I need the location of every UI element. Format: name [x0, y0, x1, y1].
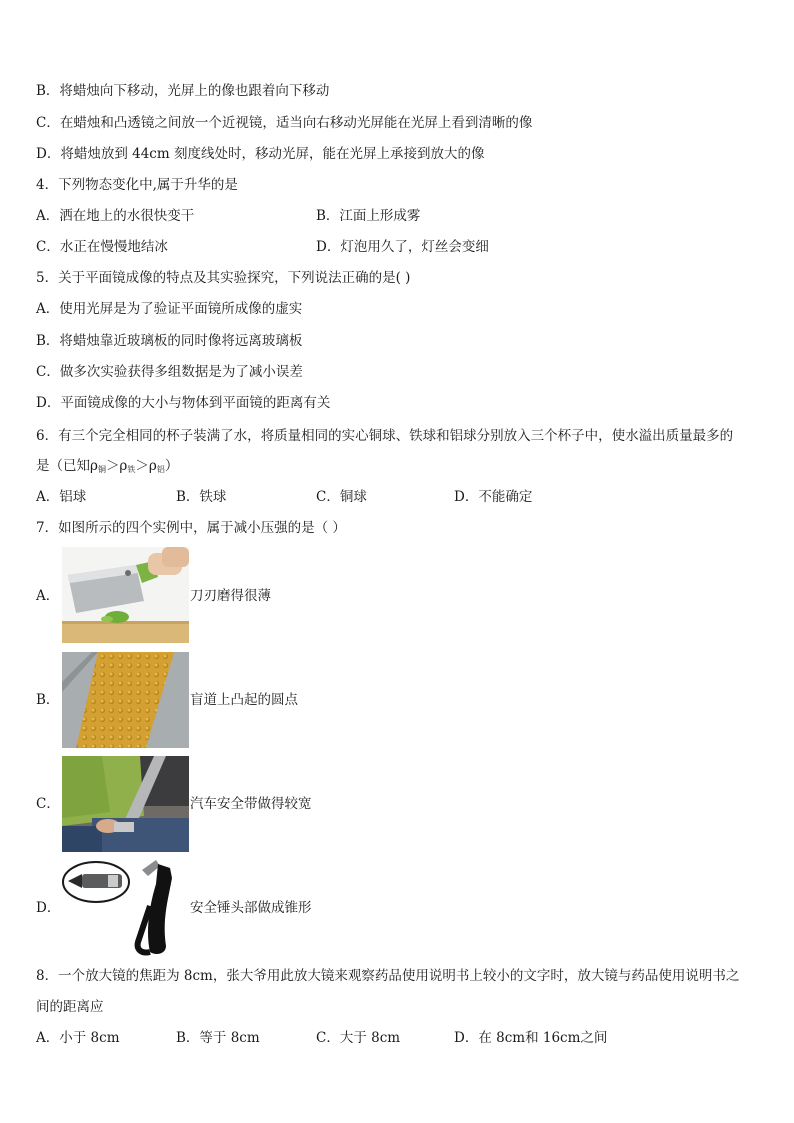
q4-stem: 4．下列物态变化中,属于升华的是: [36, 177, 238, 193]
q5-option-b: B．将蜡烛靠近玻璃板的同时像将远离玻璃板: [36, 333, 303, 349]
q8-option-a: A．小于 8cm: [36, 1030, 120, 1046]
q7-option-a-caption: 刀刃磨得很薄: [190, 588, 271, 604]
q8-stem-line1: 8．一个放大镜的焦距为 8cm，张大爷用此放大镜来观察药品使用说明书上较小的文字时，放大镜与药品使用说明书之: [36, 968, 740, 984]
q7-option-c-letter: C．: [36, 796, 60, 812]
q4-option-c: C．水正在慢慢地结冰: [36, 239, 168, 255]
q6-text: 是（已知ρ: [36, 458, 98, 474]
q6-gt: ＞ρ: [105, 458, 128, 474]
q6-option-b: B．铁球: [176, 489, 227, 505]
q6-sub-copper: 铜: [97, 465, 106, 474]
q6-option-a: A．铝球: [36, 489, 87, 505]
q4-option-b: B．江面上形成雾: [316, 208, 421, 224]
q5-option-c: C．做多次实验获得多组数据是为了减小误差: [36, 364, 303, 380]
q6-sub-iron: 铁: [127, 465, 136, 474]
q6-option-d: D．不能确定: [454, 489, 533, 505]
q7-option-b-caption: 盲道上凸起的圆点: [190, 692, 298, 708]
q3-option-b: B．将蜡烛向下移动，光屏上的像也跟着向下移动: [36, 83, 330, 99]
q7-option-c-caption: 汽车安全带做得较宽: [190, 796, 312, 812]
q7-option-a-letter: A．: [36, 588, 60, 604]
car-seatbelt-image: [62, 756, 189, 852]
q4-option-d: D．灯泡用久了，灯丝会变细: [316, 239, 489, 255]
q5-stem: 5．关于平面镜成像的特点及其实验探究，下列说法正确的是( ): [36, 270, 411, 286]
knife-cutting-pepper-image: [62, 547, 189, 643]
q7-option-d-letter: D．: [36, 900, 61, 916]
q5-option-a: A．使用光屏是为了验证平面镜所成像的虚实: [36, 301, 303, 317]
q6-stem-line2: [36, 456, 178, 480]
q6-sub-al: 铝: [156, 465, 165, 474]
q7-option-d-caption: 安全锤头部做成锥形: [190, 900, 312, 916]
safety-hammer-image: [62, 860, 189, 956]
tactile-paving-image: [62, 652, 189, 748]
q3-option-d: D．将蜡烛放到 44cm 刻度线处时，移动光屏，能在光屏上承接到放大的像: [36, 146, 485, 162]
q7-stem: 7．如图所示的四个实例中，属于减小压强的是（ ）: [36, 520, 346, 536]
q6-option-c: C．铜球: [316, 489, 367, 505]
q8-stem-line2: 间的距离应: [36, 999, 104, 1015]
q5-option-d: D．平面镜成像的大小与物体到平面镜的距离有关: [36, 395, 331, 411]
q8-option-d: D．在 8cm和 16cm之间: [454, 1030, 608, 1046]
q3-option-c: C．在蜡烛和凸透镜之间放一个近视镜，适当向右移动光屏能在光屏上看到清晰的像: [36, 115, 533, 131]
q6-gt: ＞ρ: [135, 458, 157, 474]
q4-option-a: A．洒在地上的水很快变干: [36, 208, 195, 224]
q6-text: ）: [164, 458, 179, 474]
q8-option-c: C．大于 8cm: [316, 1030, 401, 1046]
q7-option-b-letter: B．: [36, 692, 60, 708]
q8-option-b: B．等于 8cm: [176, 1030, 260, 1046]
q6-stem-line1: 6．有三个完全相同的杯子装满了水，将质量相同的实心铜球、铁球和铝球分别放入三个杯子中，使水溢出质量最多的: [36, 428, 734, 444]
